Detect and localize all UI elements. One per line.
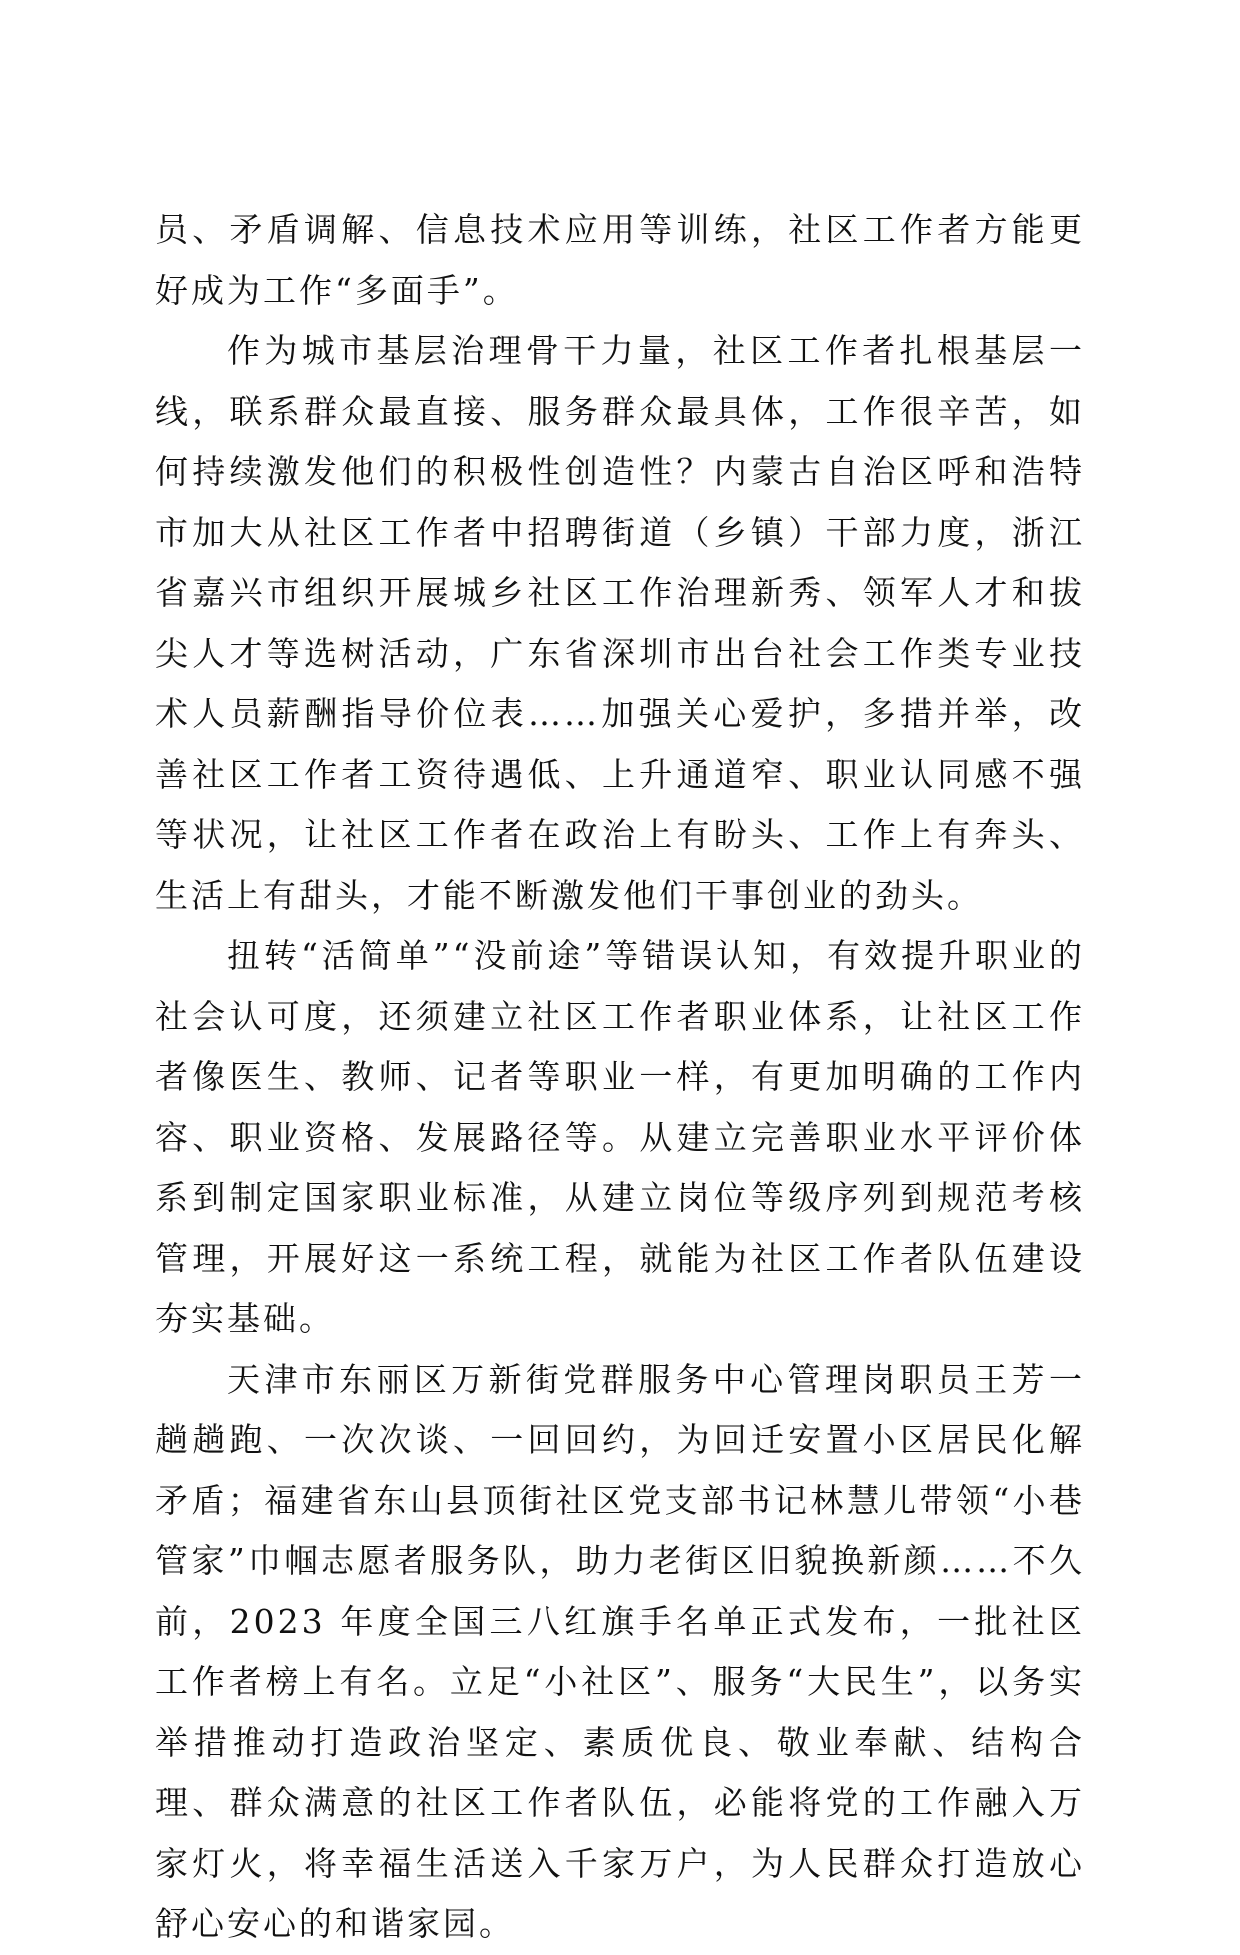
article-body [155, 200, 1085, 1955]
paragraph-career-system: 扭转“活简单”“没前途”等错误认知，有效提升职业的社会认可度，还须建立社区工作者职业体系，让社区工作者像医生、教师、记者等职业一样，有更加明确的工作内容、职业资格、发展路径等。从建立完善职业水平评价体系到制定国家职业标准，从建立岗位等级序列到规范考核管理，开展好这一系统工程，就能为社区工作者队伍建设夯实基础。 [155, 936, 1085, 1338]
paragraph-continuation: 员、矛盾调解、信息技术应用等训练，社区工作者方能更好成为工作“多面手”。 [155, 210, 1085, 310]
paragraph-community-workers-motivation: 作为城市基层治理骨干力量，社区工作者扎根基层一线，联系群众最直接、服务群众最具体，工作很辛苦，如何持续激发他们的积极性创造性？内蒙古自治区呼和浩特市加大从社区工作者中招聘街道（乡镇）干部力度，浙江省嘉兴市组织开展城乡社区工作治理新秀、领军人才和拔尖人才等选树活动，广东省深圳市出台社会工作类专业技术人员薪酬指导价位表……加强关心爱护，多措并举，改善社区工作者工资待遇低、上升通道窄、职业认同感不强等状况，让社区工作者在政治上有盼头、工作上有奔头、生活上有甜头，才能不断激发他们干事创业的劲头。 [155, 331, 1085, 915]
paragraph-exemplary-workers: 天津市东丽区万新街党群服务中心管理岗职员王芳一趟趟跑、一次次谈、一回回约，为回迁安置小区居民化解矛盾；福建省东山县顶街社区党支部书记林慧儿带领“小巷管家”巾帼志愿者服务队，助力老街区旧貌换新颜……不久前，2023 年度全国三八红旗手名单正式发布，一批社区工作者榜上有名。立足“小社区”、服务“大民生”，以务实举措推动打造政治坚定、素质优良、敬业奉献、结构合理、群众满意的社区工作者队伍，必能将党的工作融入万家灯火，将幸福生活送入千家万户，为人民群众打造放心舒心安心的和谐家园。 [155, 1359, 1085, 1943]
